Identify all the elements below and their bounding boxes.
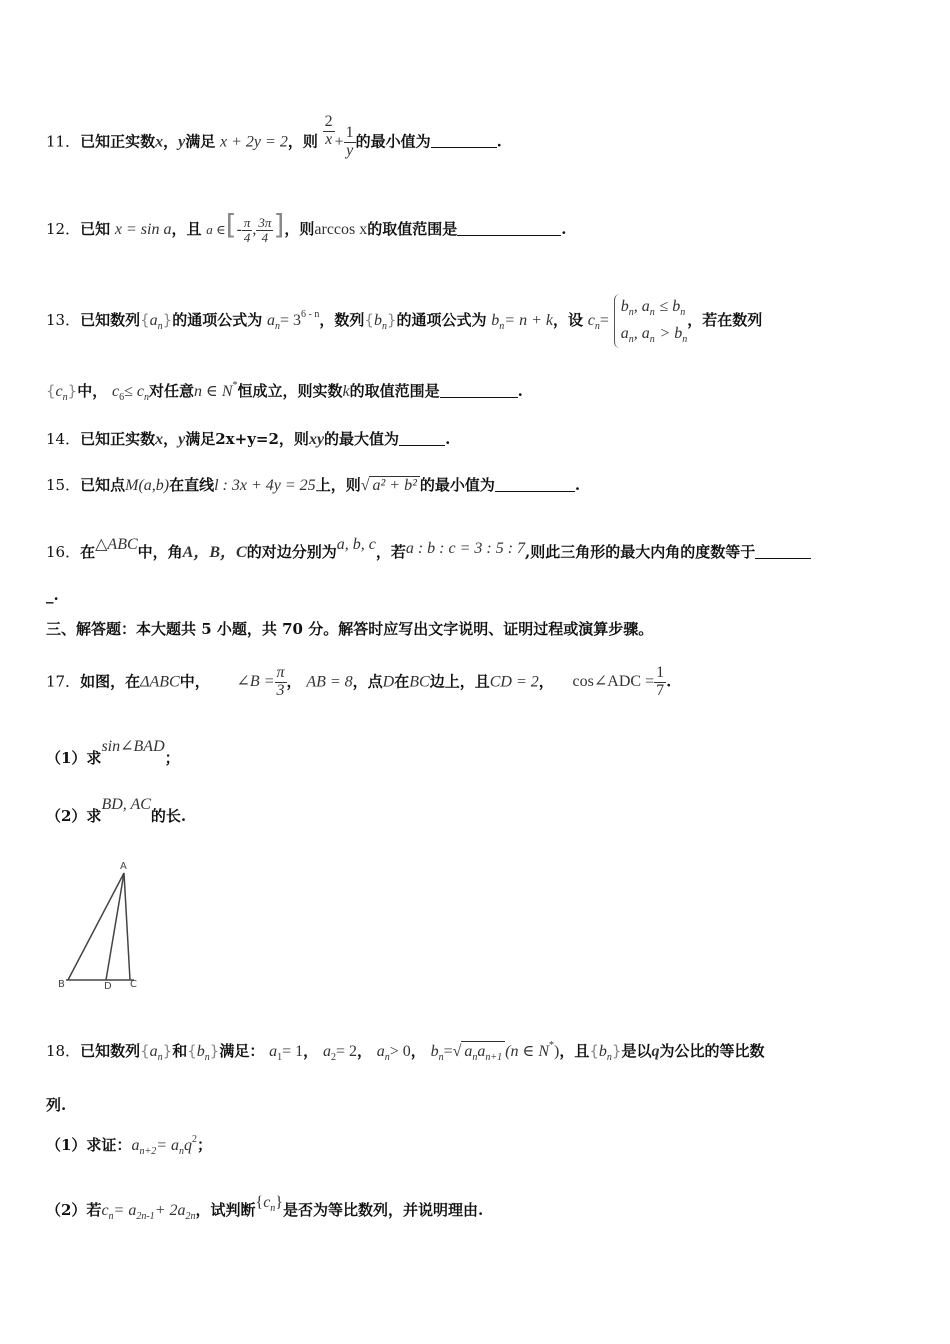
question-13-cont xyxy=(46,380,523,403)
subscript: n xyxy=(381,321,387,332)
triangle-figure xyxy=(46,855,156,995)
question-18: 18．已知数列$\{a_n\}$和$\{b_n\}$满足： $a_1= 1$， $a_2= 2$， $a_n> 0$， $b_n=√$ $a_na_{n+1}$ (n ∈ N*)，且$\{b_n\}$是以q为公比的等比数 xyxy=(46,1040,765,1063)
seq-c: c xyxy=(587,312,595,329)
text: 的取值范围是 xyxy=(349,382,440,400)
expr: c xyxy=(112,383,120,400)
text: （1）求 xyxy=(46,749,102,767)
q-number: 11． xyxy=(46,132,81,151)
subscript: n xyxy=(628,307,634,318)
brace: } xyxy=(386,311,397,329)
text: （1）求证： xyxy=(46,1136,132,1154)
frac-num: π xyxy=(276,664,285,681)
frac-den: 4 xyxy=(243,229,251,245)
subscript: n+1 xyxy=(485,1052,503,1063)
subscript: n xyxy=(157,321,163,332)
answer-blank xyxy=(457,221,561,236)
expr: > b xyxy=(659,325,683,342)
text: ，点 xyxy=(352,672,383,691)
text: ，则 xyxy=(278,430,309,448)
sqrt-sign: √ xyxy=(360,477,370,494)
expr: = 2 xyxy=(335,1043,357,1060)
brace: { xyxy=(46,382,56,400)
seq-a: a xyxy=(149,312,158,329)
subscript: n xyxy=(204,1052,210,1063)
frac-num: 2 xyxy=(324,113,333,130)
superscript: * xyxy=(232,380,238,391)
text: ，则 xyxy=(284,220,315,238)
text: ，若 xyxy=(375,543,406,561)
frac-den: 3 xyxy=(276,681,285,699)
label-d: D xyxy=(104,981,112,992)
side-ac xyxy=(124,873,130,980)
subscript: n xyxy=(606,1052,612,1063)
triangle: △ABC xyxy=(95,536,138,553)
var-x: x xyxy=(155,133,164,151)
equals: = xyxy=(443,1043,453,1060)
fraction xyxy=(256,216,273,244)
text: ，若在数列 xyxy=(687,311,763,329)
seq-b: b xyxy=(196,1043,205,1060)
text: ，设 xyxy=(552,311,583,329)
subscript: 2n-1 xyxy=(136,1211,155,1222)
text: ，且 xyxy=(171,220,202,238)
q17-part-2 xyxy=(46,796,186,826)
frac-num: 1 xyxy=(656,664,665,681)
question-13 xyxy=(46,294,762,348)
section-title: 三、解答题：本大题共 5 小题，共 70 分。解答时应写出文字说明、证明过程或演算步骤。 xyxy=(46,620,654,638)
text: ，试判断 xyxy=(195,1201,256,1219)
text: 满足 xyxy=(185,132,216,151)
expr: c xyxy=(101,1202,109,1219)
comma: , xyxy=(252,221,257,238)
expr: a xyxy=(620,325,629,342)
subscript: n xyxy=(680,307,686,318)
text: 的长. xyxy=(150,807,187,825)
expr: sin∠BAD xyxy=(101,738,165,755)
label-a: A xyxy=(120,861,127,872)
expr: a xyxy=(269,1043,278,1060)
text: . xyxy=(561,220,567,238)
subscript: n xyxy=(179,1146,184,1157)
frac-den: y xyxy=(346,141,354,159)
seq-a: a xyxy=(149,1043,158,1060)
text: ，且 xyxy=(559,1042,590,1060)
var-y: y xyxy=(178,133,186,151)
text: 为公比的等比数 xyxy=(659,1042,765,1060)
text: 已知数列 xyxy=(80,311,141,329)
expr: = a xyxy=(113,1202,137,1219)
text: 中， xyxy=(77,382,108,400)
cd-length: CD = 2 xyxy=(489,673,539,691)
sides: a, b, c xyxy=(336,536,376,553)
interval-var: a ∈ xyxy=(206,222,226,237)
text: 上，则 xyxy=(315,476,361,494)
expr: BD, AC xyxy=(101,796,151,813)
frac-den: x xyxy=(325,130,333,148)
condition: (n ∈ N xyxy=(505,1043,549,1060)
answer-blank xyxy=(755,544,811,559)
subscript: n xyxy=(628,334,634,345)
expr: b xyxy=(620,298,629,315)
point: M(a,b) xyxy=(125,477,170,494)
text: 已知数列 xyxy=(80,1042,141,1060)
text: 的通项公式为 xyxy=(396,311,487,329)
subscript: n xyxy=(472,1052,478,1063)
text: 在直线 xyxy=(169,476,215,494)
ab-length: AB = 8 xyxy=(306,673,353,691)
answer-blank xyxy=(431,133,497,148)
text: 是以 xyxy=(621,1042,652,1060)
answer-blank xyxy=(399,431,445,446)
subscript: n xyxy=(275,321,280,332)
brace: { xyxy=(140,311,150,329)
expr: a xyxy=(376,1043,385,1060)
text: ； xyxy=(164,749,180,767)
q18-part-1 xyxy=(46,1134,212,1157)
text: 边上，且 xyxy=(429,672,490,691)
text: . xyxy=(496,132,502,151)
text: 是否为等比数列，并说明理由. xyxy=(282,1201,484,1219)
subscript: n xyxy=(144,392,149,403)
expr: > 0 xyxy=(389,1043,411,1060)
text: 如图，在 xyxy=(80,672,141,691)
q-number: 12． xyxy=(46,220,81,238)
superscript: 6 - n xyxy=(301,309,320,320)
q-number: 14． xyxy=(46,430,81,448)
text: 中， xyxy=(179,672,210,691)
text: 满足： xyxy=(219,1042,265,1060)
text: ,则此三角形的最大内角的度数等于 xyxy=(525,543,756,561)
frac-num: π xyxy=(243,214,251,230)
equation: = n + k xyxy=(504,312,553,329)
subscript: 6 xyxy=(119,392,125,403)
equation: x = sin a xyxy=(114,221,172,238)
text: ，则 xyxy=(287,132,318,151)
subscript: n xyxy=(157,1052,163,1063)
segment-bc: BC xyxy=(409,673,430,691)
q16-end: _. xyxy=(46,586,59,604)
equation: = 3 xyxy=(280,312,302,329)
question-12 xyxy=(46,208,567,244)
text: . xyxy=(517,382,523,400)
angle-b: ∠B = xyxy=(236,673,275,691)
brace: } xyxy=(162,311,173,329)
fraction xyxy=(242,216,253,244)
label-c: C xyxy=(130,979,137,990)
triangle: ΔABC xyxy=(140,673,180,691)
q-number: 16． xyxy=(46,543,81,561)
plus: + xyxy=(334,133,344,151)
ratio: a : b : c = 3 : 5 : 7 xyxy=(405,540,526,557)
var-k: k xyxy=(342,383,350,400)
subscript: 2 xyxy=(330,1052,336,1063)
angles: A，B，C xyxy=(182,544,247,561)
q-number: 15． xyxy=(46,476,81,494)
answer-blank xyxy=(495,477,575,492)
text: 的对边分别为 xyxy=(246,543,337,561)
subscript: n xyxy=(594,321,600,332)
text: 已知点 xyxy=(80,476,126,494)
question-14: 14．已知正实数x，y满足2x+y=2，则xy的最大值为 . xyxy=(46,430,451,448)
expr: , a xyxy=(633,298,650,315)
q-number: 17． xyxy=(46,672,81,691)
equation: x + 2y = 2 xyxy=(220,133,288,151)
expr: a xyxy=(131,1137,140,1154)
text: 的取值范围是 xyxy=(367,220,458,238)
text: 恒成立，则实数 xyxy=(237,382,343,400)
expr: ≤ c xyxy=(124,383,144,400)
line-eq: l : 3x + 4y = 25 xyxy=(214,477,316,494)
text: 和 xyxy=(172,1042,188,1060)
subscript: n xyxy=(438,1052,444,1063)
cos-expr: cos∠ADC = xyxy=(572,673,655,691)
text: 中，角 xyxy=(137,543,183,561)
text: 满足 xyxy=(185,430,216,448)
subscript: n xyxy=(62,392,68,403)
text: . xyxy=(666,672,672,691)
expr: b xyxy=(430,1043,439,1060)
radicand: a² + b² xyxy=(369,476,419,494)
text: 对任意 xyxy=(149,382,195,400)
right-bracket: ] xyxy=(273,208,285,241)
seq-b: b xyxy=(491,312,500,329)
text: . xyxy=(445,430,451,448)
frac-den: 7 xyxy=(656,681,665,699)
expr: ≤ b xyxy=(659,298,681,315)
text: . xyxy=(574,476,581,494)
question-17: 17．如图，在ΔABC中， ∠B = $\frac{\pi}{3}$ ， AB = 8，点D在BC边上，且CD = 2， cos∠ADC = $\frac{1}{7}$ . xyxy=(46,664,672,699)
text: 在 xyxy=(394,672,410,691)
text: 的最小值为 xyxy=(355,132,431,151)
text: 已知 xyxy=(80,220,111,238)
subscript: n xyxy=(649,334,655,345)
subscript: n xyxy=(108,1211,114,1222)
subscript: 1 xyxy=(277,1052,283,1063)
subscript: n xyxy=(499,321,505,332)
seq-a: a xyxy=(267,312,275,329)
expr: a xyxy=(322,1043,331,1060)
expr: = 1 xyxy=(282,1043,304,1060)
fraction xyxy=(275,665,287,700)
var-y: y xyxy=(178,431,186,448)
text: 的最大值为 xyxy=(324,430,400,448)
fraction xyxy=(344,125,356,160)
seq-c: c xyxy=(55,383,63,400)
text: ； xyxy=(197,1136,213,1154)
text: 在 xyxy=(80,543,96,561)
answer-blank xyxy=(440,383,518,398)
var-x: x xyxy=(155,431,164,448)
text: ，数列 xyxy=(319,311,365,329)
brace: } xyxy=(67,382,78,400)
function: arccos x xyxy=(314,221,368,238)
fraction xyxy=(654,665,666,700)
equals: = xyxy=(599,312,609,329)
text: ， xyxy=(163,132,179,151)
expr: + 2a xyxy=(154,1202,186,1219)
text: 已知正实数 xyxy=(80,430,156,448)
minus: - xyxy=(236,221,242,238)
expr: a xyxy=(477,1043,486,1060)
frac-num: 1 xyxy=(345,124,354,141)
subscript: n xyxy=(270,1203,276,1214)
q18-cont: 列. xyxy=(46,1096,67,1114)
expr: , a xyxy=(633,325,650,342)
seq-b: b xyxy=(598,1043,607,1060)
text: （2）求 xyxy=(46,807,102,825)
var-q: q xyxy=(651,1043,660,1060)
text: （2）若 xyxy=(46,1201,102,1219)
frac-den: 4 xyxy=(261,229,269,245)
frac-num: 3π xyxy=(258,214,272,230)
expr: = a xyxy=(156,1137,179,1154)
superscript: 2 xyxy=(192,1134,197,1145)
equation: 2x+y=2 xyxy=(215,430,279,448)
subscript: n xyxy=(384,1052,390,1063)
seq-c: c xyxy=(263,1194,271,1211)
var-q: q xyxy=(184,1137,192,1154)
expr: a xyxy=(464,1043,473,1060)
piecewise xyxy=(614,294,688,348)
q17-part-1 xyxy=(46,736,180,768)
piece-1 xyxy=(621,294,688,321)
subscript: n xyxy=(649,307,655,318)
brace: { xyxy=(364,311,374,329)
expr: n ∈ N xyxy=(194,383,233,400)
text: 已知正实数 xyxy=(80,132,156,151)
fraction xyxy=(323,114,335,149)
subscript: 2n xyxy=(185,1211,196,1222)
text: 的最小值为 xyxy=(419,476,495,494)
point-d: D xyxy=(382,673,395,691)
q-number: 18． xyxy=(46,1042,81,1060)
subscript: n xyxy=(682,334,688,345)
question-15 xyxy=(46,474,580,495)
q18-part-2: （2）若$c_n= a_{2n-1}+ 2a_{2n}$，试判断$\{c^n\}$是否为等比数列，并说明理由. xyxy=(46,1194,484,1222)
q-number: 13． xyxy=(46,311,81,329)
subscript: n+2 xyxy=(139,1146,157,1157)
sqrt-sign: √ xyxy=(452,1043,462,1060)
left-bracket: [ xyxy=(225,208,237,241)
text: 的通项公式为 xyxy=(172,311,263,329)
question-11 xyxy=(46,113,502,160)
question-16 xyxy=(46,534,811,562)
piece-2 xyxy=(621,321,688,348)
text: ) xyxy=(554,1043,560,1060)
seq-b: b xyxy=(373,312,382,329)
label-b: B xyxy=(58,979,65,990)
var-xy: xy xyxy=(308,431,325,448)
radicand xyxy=(461,1041,505,1063)
